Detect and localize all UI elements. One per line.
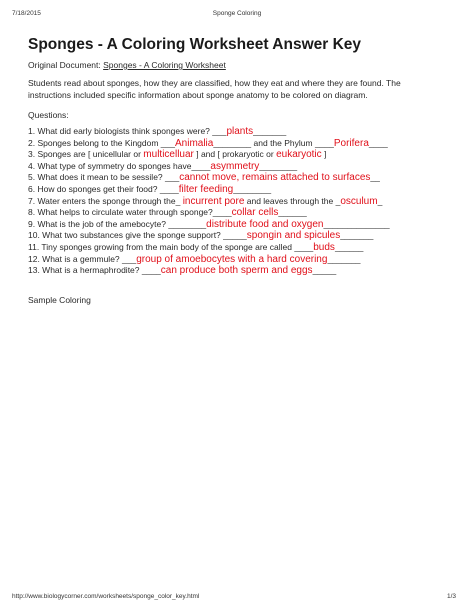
answer-text: asymmetry (210, 160, 260, 172)
original-document-line (28, 60, 226, 70)
answer-text: Animalia (174, 137, 214, 149)
question-item-4: 4. What type of symmetry do sponges have____asymmetry________ (28, 160, 298, 172)
question-item-12: 12. What is a gemmule? ___group of amoebocytes with a hard covering_______ (28, 253, 361, 265)
answer-text: collar cells (231, 207, 279, 219)
question-item-9: 9. What is the job of the amebocyte? ________distribute food and oxygen______________ (28, 218, 390, 230)
question-item-6: 6. How do sponges get their food? ____filter feeding________ (28, 183, 272, 195)
questions-list (28, 126, 458, 277)
question-item-13: 13. What is a hermaphrodite? ____can produce both sperm and eggs_____ (28, 265, 337, 277)
question-item-10: 10. What two substances give the sponge support? _____spongin and spicules_______ (28, 230, 374, 242)
question-item-3: 3. Sponges are [ unicellular or multicelluar ] and [ prokaryotic or eukaryotic ] (28, 149, 327, 161)
page-title: Sponges - A Coloring Worksheet Answer Key (28, 36, 362, 53)
answer-text: buds (313, 241, 335, 253)
answer-text: plants (226, 126, 254, 137)
answer-text: spongin and spicules (246, 230, 341, 242)
answer-text: eukaryotic (276, 149, 322, 161)
answer-text: multicelluar (143, 149, 194, 161)
original-document-link[interactable]: Sponges - A Coloring Worksheet (103, 60, 226, 70)
questions-heading: Questions: (28, 110, 69, 120)
answer-text: incurrent pore (182, 195, 245, 207)
answer-text: cannot move, remains attached to surfaces (179, 172, 371, 184)
print-page-title: Sponge Coloring (212, 10, 262, 17)
footer-url: http://www.biologycorner.com/worksheets/sponge_color_key.html (12, 593, 200, 600)
sample-coloring-heading: Sample Coloring (28, 295, 91, 305)
original-document-label: Original Document: (28, 60, 104, 70)
answer-text: osculum (340, 195, 378, 207)
intro-paragraph: Students read about sponges, how they are classified, how they eat and where they are found. The instructions included specific information about sponge anatomy to be colored on diagram. (28, 78, 401, 100)
answer-text: Porifera (333, 137, 369, 149)
page-number: 1/3 (447, 593, 457, 600)
answer-text: filter feeding (178, 183, 234, 195)
print-date: 7/18/2015 (12, 10, 41, 17)
answer-text: distribute food and oxygen (206, 218, 324, 230)
question-item-5: 5. What does it mean to be sessile? ___cannot move, remains attached to surfaces__ (28, 172, 380, 184)
answer-text: can produce both sperm and eggs (160, 265, 313, 277)
question-item-7: 7. Water enters the sponge through the_ incurrent pore and leaves through the _osculum_ (28, 195, 383, 207)
question-item-8: 8. What helps to circulate water through sponge?____collar cells______ (28, 207, 307, 219)
question-item-2: 2. Sponges belong to the Kingdom ___Animalia________ and the Phylum ____Porifera____ (28, 137, 388, 149)
question-item-11: 11. Tiny sponges growing from the main body of the sponge are called ____buds______ (28, 241, 364, 253)
question-item-1: 1. What did early biologists think sponges were? ___plants_______ (28, 126, 287, 137)
answer-text: group of amoebocytes with a hard covering (136, 253, 328, 265)
